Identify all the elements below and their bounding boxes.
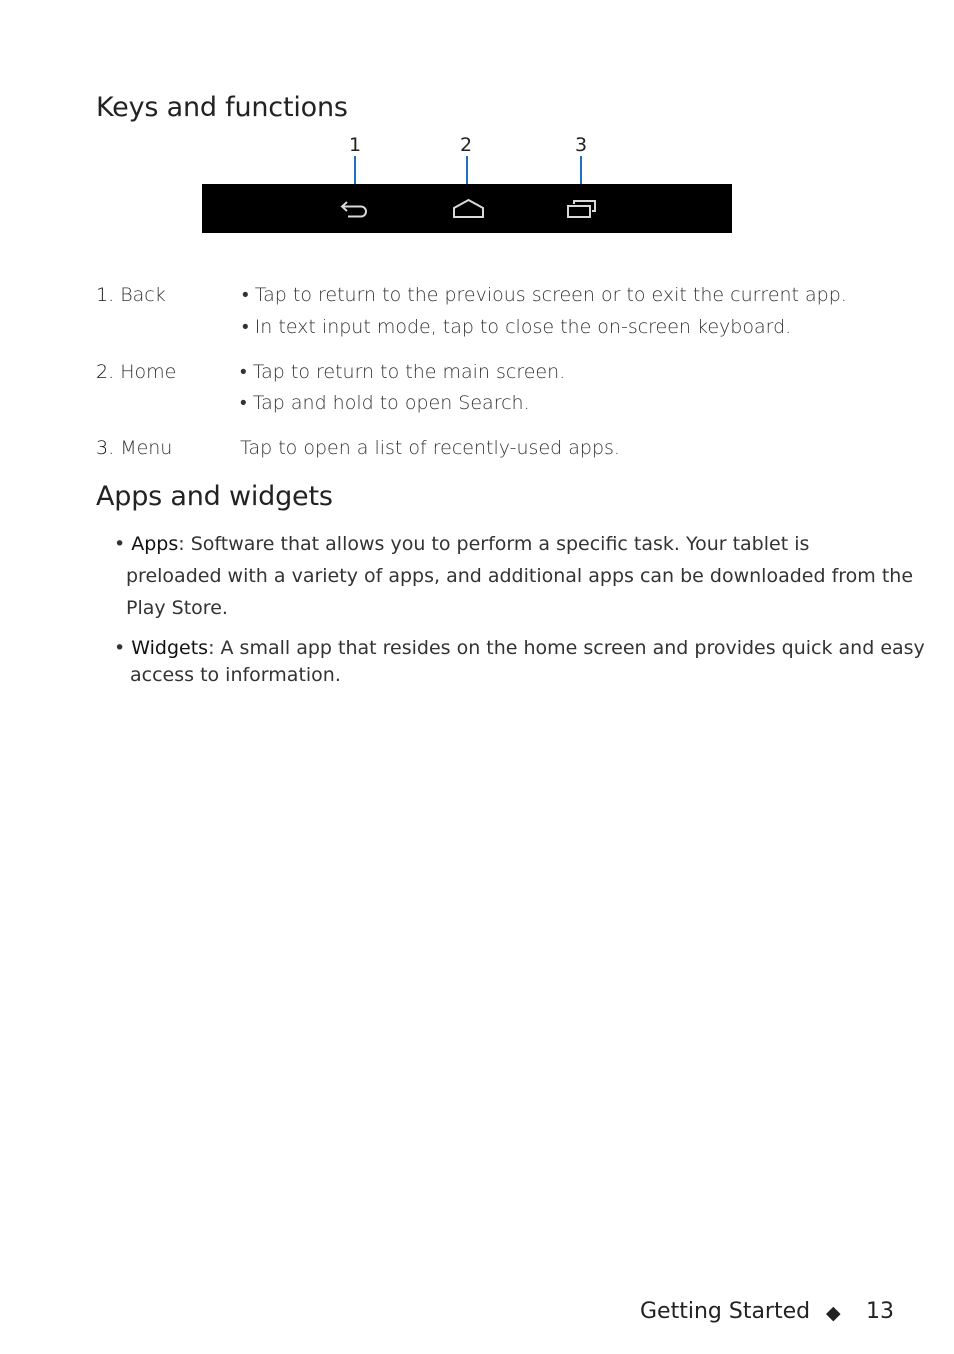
key-label-back: 1. Back — [96, 284, 166, 306]
section-title-keys: Keys and functions — [96, 92, 348, 123]
key-home-desc-2: • Tap and hold to open Search. — [240, 392, 530, 414]
key-back-desc-1: • Tap to return to the previous screen or to exit the current app. — [242, 284, 847, 306]
widgets-bullet-line-1: • Widgets: A small app that resides on the home screen and provides quick and easy — [114, 637, 925, 659]
navigation-bar-illustration — [202, 184, 732, 233]
section-title-apps: Apps and widgets — [96, 481, 333, 512]
apps-bullet-line-3: Play Store. — [126, 597, 228, 619]
footer-diamond-icon: ◆ — [826, 1302, 841, 1324]
apps-bullet-line-1: • Apps: Software that allows you to perform a specific task. Your tablet is — [114, 533, 810, 555]
key-label-home: 2. Home — [96, 361, 177, 383]
footer-section-name: Getting Started — [640, 1299, 811, 1324]
key-home-desc-1: • Tap to return to the main screen. — [240, 361, 566, 383]
apps-bullet-line-2: preloaded with a variety of apps, and additional apps can be downloaded from the — [126, 565, 914, 587]
key-back-desc-2: • In text input mode, tap to close the on-screen keyboard. — [242, 316, 792, 338]
home-icon — [452, 197, 485, 221]
callout-1: 1 — [348, 134, 362, 156]
recent-apps-icon — [566, 198, 598, 220]
back-arrow-icon — [340, 198, 370, 220]
callout-2: 2 — [459, 134, 473, 156]
callout-3: 3 — [574, 134, 588, 156]
page-number: 13 — [866, 1299, 894, 1324]
key-label-menu: 3. Menu — [96, 437, 173, 459]
key-menu-desc-1: Tap to open a list of recently-used apps. — [240, 437, 620, 459]
widgets-bullet-line-2: access to information. — [130, 664, 341, 686]
